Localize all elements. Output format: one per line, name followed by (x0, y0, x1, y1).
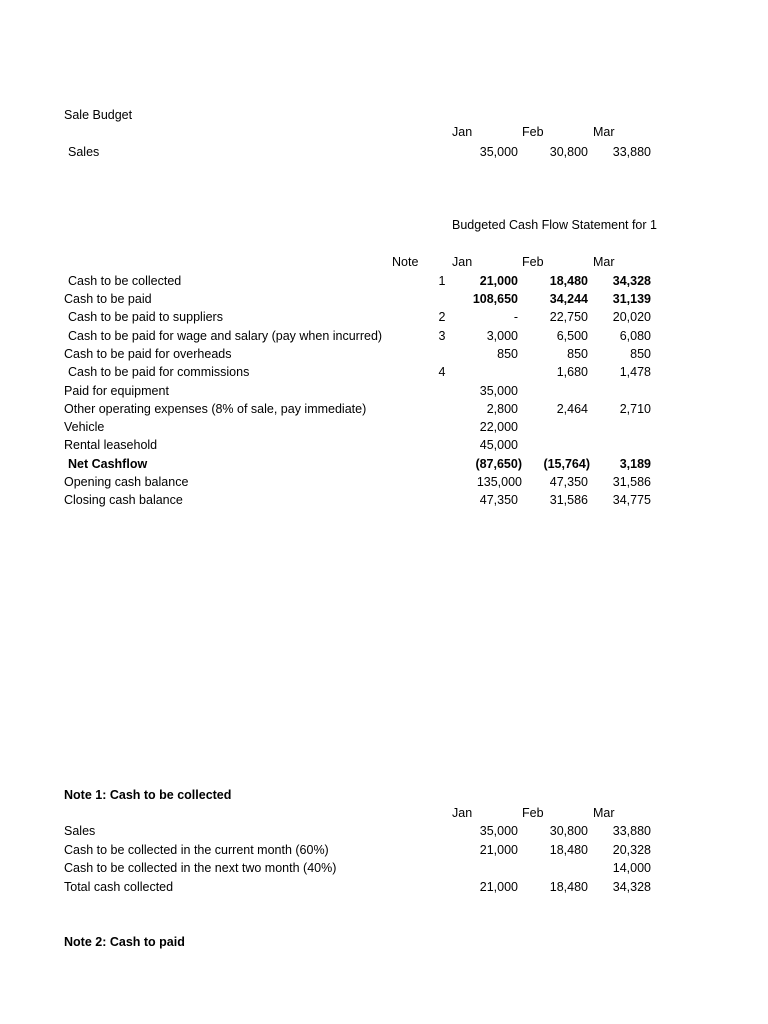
note1-month-jan: Jan (452, 806, 473, 820)
cash-flow-row-mar: 20,020 (612, 310, 651, 324)
sale-budget-title: Sale Budget (64, 108, 133, 122)
cash-flow-row-feb: 2,464 (556, 402, 588, 416)
cash-flow-row-note: 4 (438, 365, 446, 379)
cash-flow-row-label: Closing cash balance (64, 493, 183, 507)
sale-budget-mar-value: 33,880 (612, 145, 651, 159)
cash-flow-row-label: Other operating expenses (8% of sale, pay immediate) (64, 402, 367, 416)
note1-month-feb: Feb (522, 806, 544, 820)
note1-row-mar: 33,880 (612, 824, 651, 838)
cash-flow-row-jan: 45,000 (479, 438, 518, 452)
cash-flow-row-feb: 47,350 (549, 475, 588, 489)
cash-flow-row-jan: 850 (497, 347, 518, 361)
cash-flow-row-label: Rental leasehold (64, 438, 158, 452)
cash-flow-row-mar: 34,328 (612, 274, 651, 288)
note1-title: Note 1: Cash to be collected (64, 788, 232, 802)
cash-flow-row-label: Cash to be paid for overheads (64, 347, 232, 361)
cash-flow-title: Budgeted Cash Flow Statement for 1 (452, 218, 657, 232)
cash-flow-row-mar: 34,775 (612, 493, 651, 507)
cash-flow-row-jan: 22,000 (479, 420, 518, 434)
cash-flow-row-feb: 22,750 (549, 310, 588, 324)
cash-flow-month-feb: Feb (522, 255, 544, 269)
cash-flow-row-note: 2 (438, 310, 446, 324)
cash-flow-row-jan: 21,000 (479, 274, 518, 288)
note1-row-label: Total cash collected (64, 880, 174, 894)
cash-flow-row-feb: 34,244 (549, 292, 588, 306)
note1-row-mar: 34,328 (612, 880, 651, 894)
cash-flow-row-jan: 35,000 (479, 384, 518, 398)
cash-flow-row-label: Cash to be paid (64, 292, 152, 306)
cash-flow-row-mar: 31,586 (612, 475, 651, 489)
note1-row-feb: 18,480 (549, 843, 588, 857)
sale-budget-month-mar: Mar (593, 125, 615, 139)
cash-flow-row-note: 3 (438, 329, 446, 343)
sale-budget-month-jan: Jan (452, 125, 473, 139)
cash-flow-row-feb: 1,680 (556, 365, 588, 379)
note1-row-mar: 20,328 (612, 843, 651, 857)
cash-flow-row-label: Opening cash balance (64, 475, 189, 489)
cash-flow-row-label: Paid for equipment (64, 384, 169, 398)
cash-flow-row-mar: 3,189 (619, 457, 651, 471)
note1-row-jan: 35,000 (479, 824, 518, 838)
cash-flow-row-mar: 850 (630, 347, 651, 361)
cash-flow-row-jan: 3,000 (486, 329, 518, 343)
note1-row-jan: 21,000 (479, 880, 518, 894)
cash-flow-row-label: Cash to be collected (68, 274, 182, 288)
cash-flow-row-label: Cash to be paid for commissions (68, 365, 250, 379)
cash-flow-row-jan: - (513, 310, 518, 324)
cash-flow-row-mar: 6,080 (619, 329, 651, 343)
sale-budget-month-feb: Feb (522, 125, 544, 139)
note2-title: Note 2: Cash to paid (64, 935, 185, 949)
cash-flow-row-jan: 2,800 (486, 402, 518, 416)
cash-flow-row-feb: 6,500 (556, 329, 588, 343)
cash-flow-row-jan: 135,000 (476, 475, 522, 489)
sale-budget-jan-value: 35,000 (479, 145, 518, 159)
note1-row-label: Cash to be collected in the current month (60%) (64, 843, 329, 857)
cash-flow-row-mar: 2,710 (619, 402, 651, 416)
note1-row-feb: 18,480 (549, 880, 588, 894)
sale-budget-feb-value: 30,800 (549, 145, 588, 159)
note1-row-feb: 30,800 (549, 824, 588, 838)
cash-flow-row-label: Cash to be paid to suppliers (68, 310, 223, 324)
cash-flow-row-jan: 108,650 (472, 292, 518, 306)
cash-flow-row-label: Vehicle (64, 420, 105, 434)
cash-flow-row-feb: 850 (567, 347, 588, 361)
note1-month-mar: Mar (593, 806, 615, 820)
note1-row-label: Sales (64, 824, 96, 838)
cash-flow-month-mar: Mar (593, 255, 615, 269)
cash-flow-row-mar: 1,478 (619, 365, 651, 379)
cash-flow-row-feb: 18,480 (549, 274, 588, 288)
note1-row-label: Cash to be collected in the next two month (40%) (64, 861, 337, 875)
cash-flow-row-jan: 47,350 (479, 493, 518, 507)
note1-row-jan: 21,000 (479, 843, 518, 857)
cash-flow-note-header: Note (392, 255, 419, 269)
cash-flow-row-label: Net Cashflow (68, 457, 148, 471)
cash-flow-row-feb: (15,764) (543, 457, 590, 471)
cash-flow-row-note: 1 (438, 274, 446, 288)
cash-flow-month-jan: Jan (452, 255, 473, 269)
cash-flow-row-label: Cash to be paid for wage and salary (pay when incurred) (68, 329, 383, 343)
note1-row-mar: 14,000 (612, 861, 651, 875)
sale-budget-row-label: Sales (68, 145, 100, 159)
cash-flow-row-mar: 31,139 (612, 292, 651, 306)
cash-flow-row-jan: (87,650) (475, 457, 522, 471)
cash-flow-row-feb: 31,586 (549, 493, 588, 507)
